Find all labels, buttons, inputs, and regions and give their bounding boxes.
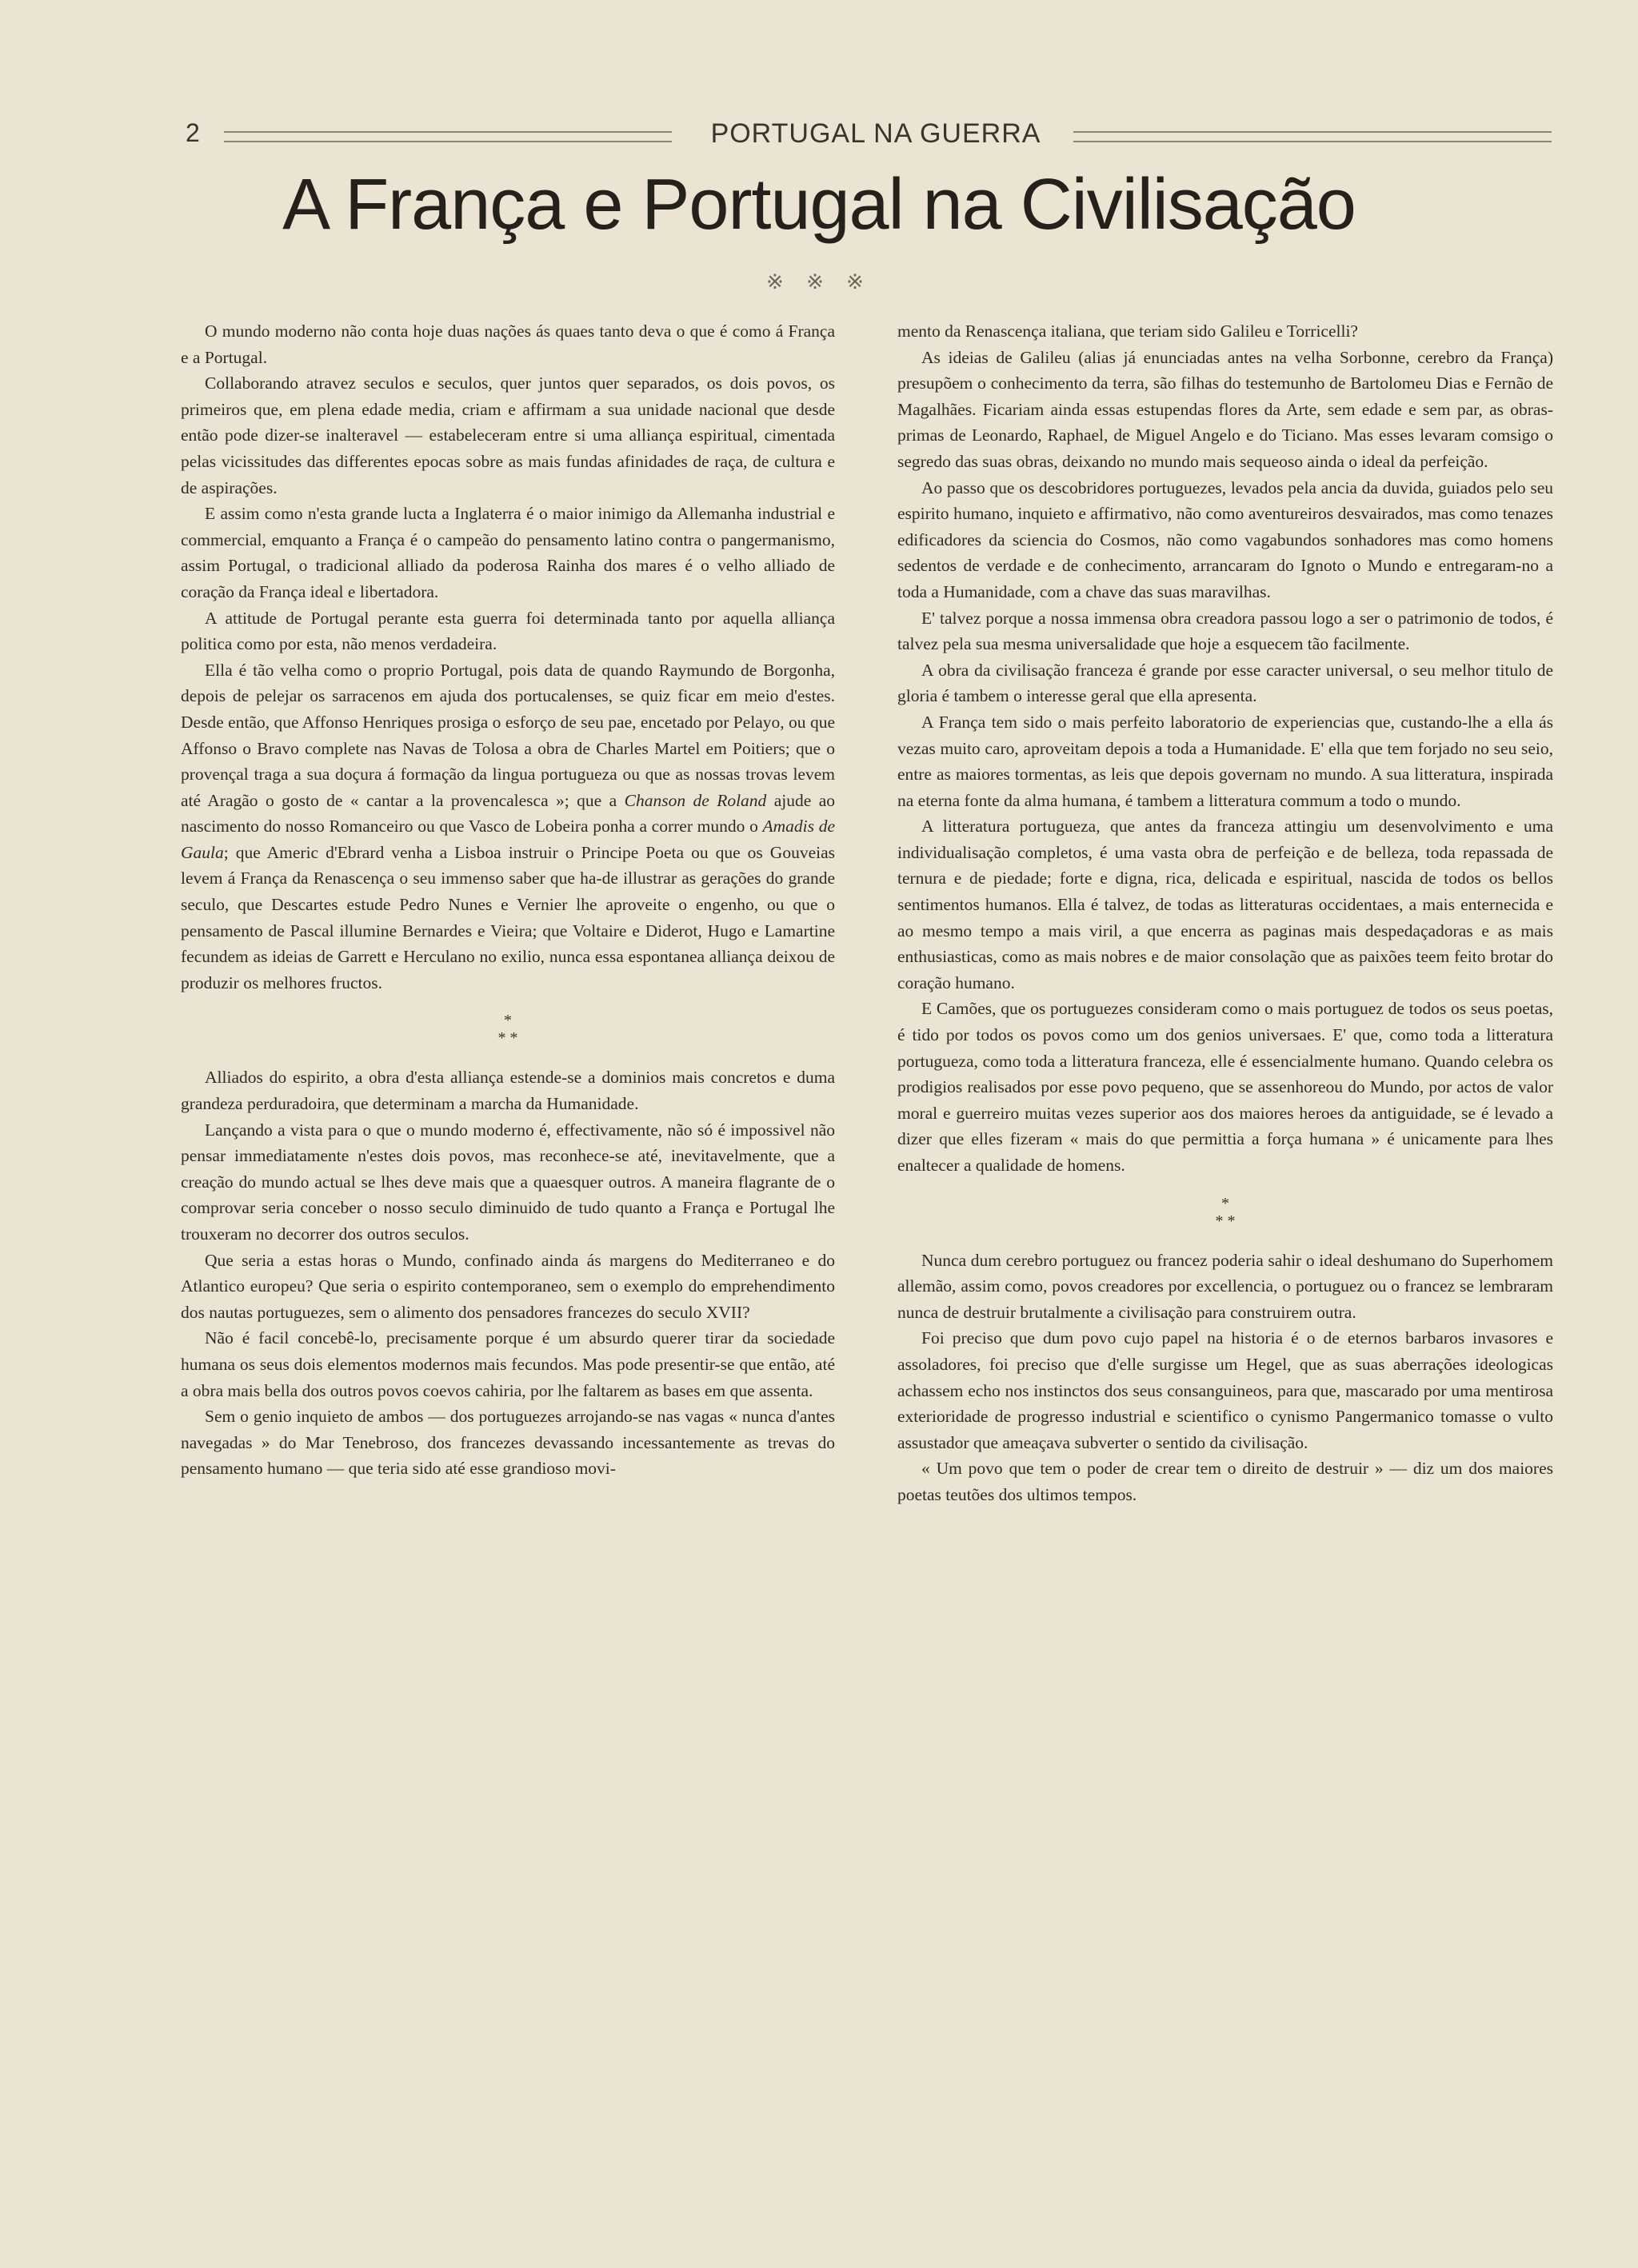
paragraph: Alliados do espirito, a obra d'esta alliança estende-se a dominios mais concretos e duma grandeza perduradoira, que determinam a marcha da Humanidade. bbox=[181, 1068, 835, 1114]
paragraph: Nunca dum cerebro portuguez ou francez poderia sahir o ideal deshumano do Superhomem allemão, assim como, povos creadores por excellencia, o portuguez ou o francez se lembraram nunca de destruir brutalmente a civilisação para construirem outra. bbox=[897, 1250, 1553, 1322]
paragraph: A attitude de Portugal perante esta guerra foi determinada tanto por aquella alliança politica como por esta, não menos verdadeira. bbox=[181, 608, 835, 654]
paragraph: O mundo moderno não conta hoje duas nações ás quaes tanto deva o que é como á França e a Portugal. bbox=[181, 321, 835, 367]
paragraph: A França tem sido o mais perfeito laboratorio de experiencias que, custando-lhe a ella ás vezas muito caro, aproveitam depois a toda a Humanidade. E' ella que tem forjado no seu seio, entre as maiores tormentas, as leis que depois governam no mundo. A sua litteratura, inspirada na eterna fonte da alma humana, é tambem a litteratura commum a todo o mundo. bbox=[897, 712, 1553, 810]
paragraph: Que seria a estas horas o Mundo, confinado ainda ás margens do Mediterraneo e do Atlantico europeu? Que seria o espirito contemporaneo, sem o exemplo do emprehendimento dos nautas portuguezes, sem o alimento dos pensadores francezes do seculo XVII? bbox=[181, 1250, 835, 1322]
paragraph: Lançando a vista para o que o mundo moderno é, effectivamente, não só é impossivel não pensar immediatamente n'estes dois povos, mas reconhece-se até, inevitavelmente, que a creação do mundo actual se lhes deve mais que a quaesquer outros. A maneira flagrante de o comprovar seria conceber o nosso seculo diminuido de tudo quanto a França e Portugal lhe trouxeram no decorrer dos outros seculos. bbox=[181, 1120, 835, 1244]
text-run: ajude ao nascimento do nosso Romanceiro ou que Vasco de Lobeira ponha a correr mundo o bbox=[181, 790, 836, 837]
paragraph bbox=[181, 657, 835, 996]
paragraph: E assim como n'esta grande lucta a Inglaterra é o maior inimigo da Allemanha industrial e commercial, emquanto a França é o campeão do pensamento latino contra o pangermanismo, assim Portugal, o tradicional alliado da poderosa Rainha dos mares é o velho alliado de coração da França ideal e libertadora. bbox=[181, 504, 835, 601]
work-title: Amadis de Gaula bbox=[181, 817, 835, 862]
paragraph: mento da Renascença italiana, que teriam sido Galileu e Torricelli? bbox=[897, 321, 1358, 341]
paragraph: A litteratura portugueza, que antes da franceza attingiu um desenvolvimento e uma individualisação completos, é uma vasta obra de perfeição e de belleza, toda repassada de ternura e de piedade; forte e digna, rica, delicada e espiritual, nascida de todos os bellos sentimentos humanos. Ella é talvez, de todas as litteraturas occidentaes, a mais enternecida e ao mesmo tempo a mais viril, a que encerra as paginas mais despedaçadoras e as mais enthusiasticas, como as mais nobres e de maior consolação que as paixões teem feito brotar do coração humano. bbox=[897, 817, 1553, 992]
header-rule-right bbox=[1073, 131, 1552, 142]
paragraph: A obra da civilisação franceza é grande por esse caracter universal, o seu melhor titulo de gloria é tambem o interesse geral que ella apresenta. bbox=[897, 660, 1553, 706]
text-run: Ella é tão velha como o proprio Portugal, pois data de quando Raymundo de Borgonha, depois de pelejar os sarracenos em ajuda dos portucalenses, se quiz ficar em meio d'estes. Desde então, que Affonso Henriques prosiga o esforço de seu pae, encetado por Pelayo, ou que Affonso o Bravo complete nas Navas de Tolosa a obra de Charles Martel em Poitiers; que o provençal traga a sua doçura á formação da lingua portugueza ou que as nossas trovas levem até Aragão o gosto de « cantar a la provencalesca »; que a bbox=[181, 660, 835, 810]
paragraph: Ao passo que os descobridores portuguezes, levados pela ancia da duvida, guiados pelo seu espirito humano, inquieto e affirmativo, não como aventureiros desvairados, mas como tenazes edificadores da sciencia do Cosmos, não como vagabundos sonhadores mas como homens sedentos de verdade e de conhecimento, arrancaram do Ignoto o Mundo e entregaram-no a toda a Humanidade, com a chave das suas maravilhas. bbox=[897, 477, 1553, 601]
journal-title: PORTUGAL NA GUERRA bbox=[710, 118, 1041, 149]
article-title: A França e Portugal na Civilisação bbox=[282, 165, 1356, 245]
page-number: 2 bbox=[186, 118, 200, 147]
paragraph: E' talvez porque a nossa immensa obra creadora passou logo a ser o patrimonio de todos, é talvez pela sua mesma universalidade que hoje a esquecem tão facilmente. bbox=[897, 608, 1553, 654]
section-separator: * * * bbox=[497, 1012, 518, 1048]
paragraph: As ideias de Galileu (alias já enunciadas antes na velha Sorbonne, cerebro da França) presupõem o conhecimento da terra, são filhas do testemunho de Bartolomeu Dias e Fernão de Magalhães. Ficariam ainda essas estupendas flores da Arte, sem edade e sem par, as obras-primas de Leonardo, Raphael, de Miguel Angelo e do Ticiano. Mas esses levaram comsigo o segredo das suas obras, deixando no mundo mais sequeoso ainda o ideal da perfeição. bbox=[897, 347, 1553, 471]
text-run: ; que Americ d'Ebrard venha a Lisboa instruir o Principe Poeta ou que os Gouveias levem á França da Renascença o seu immenso saber que ha-de illustrar as gerações do grande seculo, que Descartes estude Pedro Nunes e Vernier lhe aproveite o engenho, ou que o pensamento de Pascal illumine Bernardes e Vieira; que Voltaire e Diderot, Hugo e Lamartine fecundem as ideias de Garrett e Herculano no exilio, nunca essa espontanea alliança deixou de produzir os melhores fructos. bbox=[181, 842, 835, 992]
section-separator: * * * bbox=[1215, 1194, 1236, 1230]
title-ornament: ※ ※ ※ bbox=[766, 270, 872, 294]
running-head bbox=[184, 118, 1552, 150]
paragraph: Collaborando atravez seculos e seculos, quer juntos quer separados, os dois povos, os primeiros que, em plena edade media, criam e affirmam a sua unidade nacional que desde então pode dizer-se inalteravel — estabeleceram entre si uma alliança espiritual, cimentada pelas vicissitudes das differentes epocas sobre as mais fundas afinidades de raça, de cultura e de aspirações. bbox=[181, 373, 835, 497]
paragraph: Sem o genio inquieto de ambos — dos portuguezes arrojando-se nas vagas « nunca d'antes navegadas » do Mar Tenebroso, dos francezes devassando incessantemente as trevas do pensamento humano — que teria sido até esse grandioso movi- bbox=[181, 1407, 835, 1479]
header-rule-left bbox=[224, 131, 672, 142]
paragraph: E Camões, que os portuguezes consideram como o mais portuguez de todos os seus poetas, é tido por todos os povos como um dos genios universaes. E' que, como toda a litteratura portugueza, como toda a litteratura franceza, elle é essencialmente humano. Quando celebra os prodigios realisados por esse povo pequeno, que se assenhoreou do Mundo, por actos de valor moral e guerreiro muitas vezes superior aos dos maiores heroes da antiguidade, se é levado a dizer que elles fizeram « mais do que permittia a força humana » é unicamente para lhes enaltecer a qualidade de homens. bbox=[897, 999, 1553, 1175]
work-title: Chanson de Roland bbox=[624, 790, 767, 810]
paragraph: « Um povo que tem o poder de crear tem o direito de destruir » — diz um dos maiores poetas teutões dos ultimos tempos. bbox=[897, 1459, 1553, 1504]
paragraph: Não é facil concebê-lo, precisamente porque é um absurdo querer tirar da sociedade humana os seus dois elementos modernos mais fecundos. Mas pode presentir-se que então, até a obra mais bella dos outros povos coevos cahiria, por lhe faltarem as bases em que assenta. bbox=[181, 1328, 835, 1400]
paragraph: Foi preciso que dum povo cujo papel na historia é o de eternos barbaros invasores e assoladores, foi preciso que d'elle surgisse um Hegel, que as suas aberrações ideologicas achassem echo nos instinctos dos seus consanguineos, para que, mascarado por uma mentirosa exterioridade de progresso industrial e scientifico o cynismo Pangermanico tomasse o vulto assustador que ameaçava subverter o sentido da civilisação. bbox=[897, 1328, 1553, 1452]
right-column bbox=[897, 318, 1553, 1508]
left-column bbox=[181, 318, 835, 1482]
